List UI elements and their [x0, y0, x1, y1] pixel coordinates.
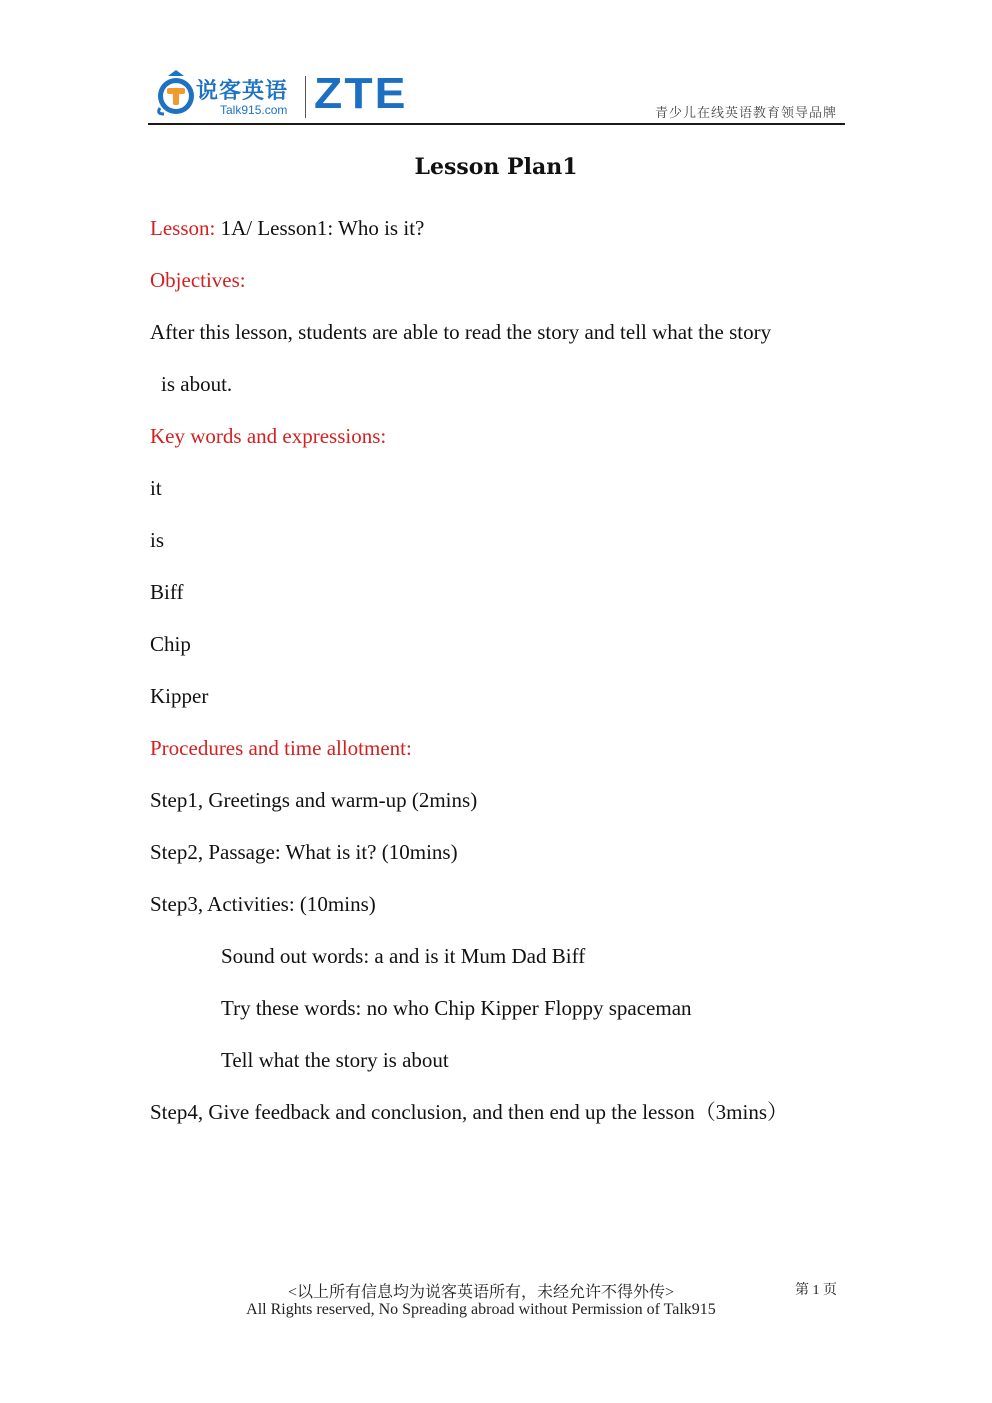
objectives-text-line2: is about. — [161, 372, 233, 396]
page-header — [148, 66, 845, 124]
lesson-value: 1A/ Lesson1: Who is it? — [220, 216, 425, 240]
key-word-item: Chip — [150, 632, 191, 656]
brand-url: Talk915.com — [220, 103, 288, 117]
brand-separator — [305, 76, 306, 118]
key-word-item: Kipper — [150, 684, 209, 708]
key-word-item: it — [150, 476, 162, 500]
lesson-label: Lesson: — [150, 216, 216, 240]
procedures-label: Procedures and time allotment: — [150, 736, 412, 760]
header-divider — [148, 123, 845, 125]
talk-t-logo-icon — [154, 70, 198, 118]
step-4: Step4, Give feedback and conclusion, and then end up the lesson（3mins） — [150, 1100, 789, 1124]
page-number: 第 1 页 — [795, 1283, 837, 1298]
step-1: Step1, Greetings and warm-up (2mins) — [150, 788, 478, 812]
key-word-item: Biff — [150, 580, 184, 604]
key-word-item: is — [150, 528, 165, 552]
lesson-line — [150, 215, 424, 241]
header-tagline: 青少儿在线英语教育领导品牌 — [654, 106, 837, 121]
page-title: Lesson Plan1 — [414, 154, 578, 180]
brand-name-cn: 说客英语 — [196, 79, 289, 104]
key-words-label: Key words and expressions: — [150, 424, 387, 448]
activity-item: Sound out words: a and is it Mum Dad Biff — [221, 944, 586, 968]
activity-item: Tell what the story is about — [221, 1048, 449, 1072]
objectives-label: Objectives: — [150, 268, 246, 292]
step-2: Step2, Passage: What is it? (10mins) — [150, 840, 458, 864]
zte-logo: ZTE — [314, 69, 408, 118]
objectives-text-line1: After this lesson, students are able to read the story and tell what the story — [150, 320, 772, 344]
footer-notice-cn: <以上所有信息均为说客英语所有，未经允许不得外传> — [287, 1284, 675, 1301]
activity-item: Try these words: no who Chip Kipper Floppy spaceman — [221, 996, 692, 1020]
step-3: Step3, Activities: (10mins) — [150, 892, 376, 916]
footer-notice-en: All Rights reserved, No Spreading abroad without Permission of Talk915 — [246, 1301, 716, 1318]
